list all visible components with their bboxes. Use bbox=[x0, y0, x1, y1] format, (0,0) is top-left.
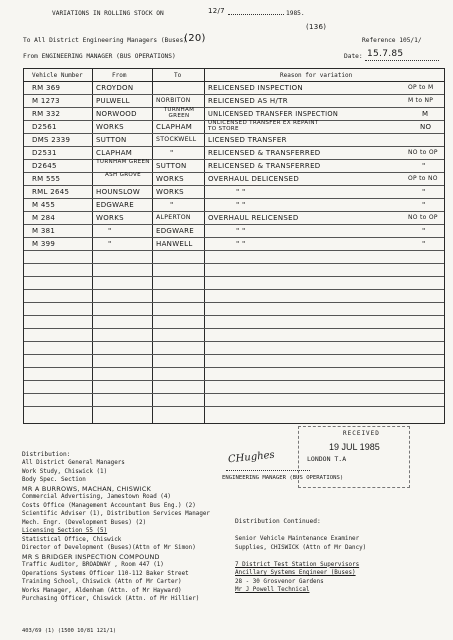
row-vehicle: M 1273 bbox=[32, 97, 60, 105]
row-from: CLAPHAM bbox=[96, 149, 133, 157]
distribution-entry: Director of Development (Buses)(Attn of Mr Simon) bbox=[22, 545, 196, 551]
row-note: M to NP bbox=[408, 97, 434, 104]
row-note: " bbox=[422, 240, 426, 248]
distribution-entry: Licensing Section 55 (5) bbox=[22, 528, 108, 534]
distribution-entry: Body Spec. Section bbox=[22, 477, 86, 483]
row-note: " bbox=[422, 162, 426, 170]
distribution-title: Distribution: bbox=[22, 451, 71, 458]
distribution-entry: Purchasing Officer, Chiswick (Attn. of Mr Hillier) bbox=[22, 596, 200, 602]
signature-handwritten: CHughes bbox=[227, 449, 276, 466]
stamp-place: LONDON T.A bbox=[307, 455, 347, 463]
form-code: 403/69 (1) (1500 10/81 121/1) bbox=[22, 628, 117, 634]
row-from: " bbox=[108, 240, 112, 248]
reference-label: Reference 105/1/ bbox=[362, 37, 422, 44]
row-to: STOCKWELL bbox=[156, 136, 197, 143]
row-line bbox=[24, 172, 444, 173]
header-divider bbox=[24, 81, 444, 82]
column-divider bbox=[152, 69, 153, 423]
distribution-entry-handwritten: MR A BURROWS, MACHAN, CHISWICK bbox=[22, 484, 152, 493]
row-vehicle: M 381 bbox=[32, 227, 56, 235]
distribution-entry-handwritten: MR S BRIDGER INSPECTION COMPOUND bbox=[22, 552, 160, 561]
row-line bbox=[24, 276, 444, 277]
row-from: TURNHAM GREEN bbox=[96, 159, 150, 165]
row-line bbox=[24, 289, 444, 290]
row-from: WORKS bbox=[96, 214, 124, 222]
distribution-continued-entry: 28 - 30 Grosvenor Gardens bbox=[235, 578, 324, 585]
row-note: NO to OP bbox=[408, 214, 438, 221]
row-to: EDGWARE bbox=[156, 227, 194, 235]
row-note: " bbox=[422, 227, 426, 235]
row-from: HOUNSLOW bbox=[96, 188, 141, 196]
distribution-continued-list bbox=[235, 535, 366, 595]
row-line bbox=[24, 406, 444, 407]
distribution-entry: All District General Managers bbox=[22, 460, 125, 466]
row-vehicle: D2531 bbox=[32, 149, 57, 157]
row-line bbox=[24, 367, 444, 368]
distribution-entry: Commercial Advertising, Jamestown Road (4) bbox=[22, 494, 171, 500]
row-from: NORWOOD bbox=[96, 110, 137, 118]
row-reason: " " bbox=[236, 240, 246, 248]
stamp-received: RECEIVED bbox=[343, 430, 380, 437]
row-reason: OVERHAUL RELICENSED bbox=[208, 214, 299, 222]
row-line bbox=[24, 250, 444, 251]
row-to: SUTTON bbox=[156, 162, 187, 170]
row-line bbox=[24, 380, 444, 381]
row-line bbox=[24, 211, 444, 212]
column-header-from: From bbox=[112, 72, 127, 79]
column-divider bbox=[204, 69, 205, 423]
row-line bbox=[24, 133, 444, 134]
row-line bbox=[24, 159, 444, 160]
row-to: WORKS bbox=[156, 175, 184, 183]
row-to: ALPERTON bbox=[156, 214, 191, 221]
row-note: OP to M bbox=[408, 84, 434, 91]
row-from: WORKS bbox=[96, 123, 124, 131]
distribution-continued-entry: 7 District Test Station Supervisors bbox=[235, 561, 360, 568]
date-dots bbox=[365, 60, 439, 61]
row-reason: UNLICENSED TRANSFER EX REPAINT TO STORE bbox=[208, 120, 319, 132]
row-line bbox=[24, 185, 444, 186]
row-reason: UNLICENSED TRANSFER INSPECTION bbox=[208, 110, 339, 118]
row-line bbox=[24, 354, 444, 355]
distribution-entry: Training School, Chiswick (Attn of Mr Carter) bbox=[22, 579, 182, 585]
row-reason: OVERHAUL DELICENSED bbox=[208, 175, 300, 183]
row-line bbox=[24, 146, 444, 147]
row-reason: RELICENSED INSPECTION bbox=[208, 84, 303, 92]
row-to: " bbox=[170, 149, 174, 157]
row-vehicle: D2645 bbox=[32, 162, 57, 170]
column-header-to: To bbox=[174, 72, 182, 79]
column-header-reason: Reason for variation bbox=[280, 72, 353, 79]
row-line bbox=[24, 315, 444, 316]
distribution-entry: Scientific Adviser (1), Distribution Services Manager bbox=[22, 511, 210, 517]
distribution-entry: Works Manager, Aldenham (Attn. of Mr Hayward) bbox=[22, 587, 182, 594]
to-line: To All District Engineering Managers (Buses) bbox=[23, 37, 187, 44]
row-vehicle: RM 369 bbox=[32, 84, 61, 92]
date-value-handwritten: 15.7.85 bbox=[367, 49, 404, 59]
row-reason: " " bbox=[236, 188, 246, 196]
row-to: NORBITON bbox=[156, 97, 191, 104]
row-reason: " " bbox=[236, 227, 246, 235]
row-note: " bbox=[422, 188, 426, 196]
row-line bbox=[24, 341, 444, 342]
row-line bbox=[24, 393, 444, 394]
row-note: NO to OP bbox=[408, 149, 438, 156]
distribution-list bbox=[22, 459, 210, 604]
distribution-continued-entry bbox=[235, 552, 366, 561]
signature-dots bbox=[226, 470, 310, 471]
from-line: From ENGINEERING MANAGER (BUS OPERATIONS) bbox=[23, 53, 176, 60]
row-vehicle: D2561 bbox=[32, 123, 57, 131]
distribution-entry: Mech. Engr. (Development Buses) (2) bbox=[22, 519, 147, 526]
row-vehicle: RML 2645 bbox=[32, 188, 70, 196]
row-reason: LICENSED TRANSFER bbox=[208, 136, 287, 144]
distribution-continued-entry: Supplies, CHISWICK (Attn of Mr Dancy) bbox=[235, 544, 367, 551]
title-date-dots bbox=[228, 14, 284, 15]
row-vehicle: RM 332 bbox=[32, 110, 61, 118]
distribution-entry: Work Study, Chiswick (1) bbox=[22, 468, 108, 475]
row-note: " bbox=[422, 201, 426, 209]
row-vehicle: M 455 bbox=[32, 201, 56, 209]
column-divider bbox=[92, 69, 93, 423]
row-note: NO bbox=[420, 123, 432, 131]
row-reason: RELICENSED & TRANSFERRED bbox=[208, 162, 321, 170]
row-from: " bbox=[108, 227, 112, 235]
distribution-continued-entry: Ancillary Systems Engineer (Buses) bbox=[235, 570, 356, 576]
to-number-handwritten: (20) bbox=[184, 33, 206, 44]
row-line bbox=[24, 224, 444, 225]
row-line bbox=[24, 237, 444, 238]
row-from: EDGWARE bbox=[96, 201, 134, 209]
row-vehicle: M 284 bbox=[32, 214, 56, 222]
row-reason: " " bbox=[236, 201, 246, 209]
column-header-vehicle: Vehicle Number bbox=[32, 72, 83, 79]
row-line bbox=[24, 263, 444, 264]
distribution-entry: Traffic Auditor, BROADWAY , Room 447 (1) bbox=[22, 562, 164, 568]
distribution-entry: Statistical Office, Chiswick bbox=[22, 536, 122, 543]
title-ref-handwritten: (136) bbox=[306, 23, 327, 31]
distribution-continued-entry: Mr J Powell Technical bbox=[235, 587, 310, 593]
row-to: CLAPHAM bbox=[156, 123, 193, 131]
title-prefix: VARIATIONS IN ROLLING STOCK ON bbox=[52, 10, 164, 17]
row-line bbox=[24, 94, 444, 95]
row-from: ASH GROVE bbox=[105, 172, 141, 178]
variations-table bbox=[23, 68, 445, 424]
row-from: PULWELL bbox=[96, 97, 130, 105]
row-reason: RELICENSED AS H/TR bbox=[208, 97, 288, 105]
row-line bbox=[24, 107, 444, 108]
row-line bbox=[24, 302, 444, 303]
row-line bbox=[24, 328, 444, 329]
row-to: " bbox=[170, 201, 174, 209]
row-vehicle: DMS 2339 bbox=[32, 136, 71, 144]
row-line bbox=[24, 198, 444, 199]
stamp-date: 19 JUL 1985 bbox=[329, 442, 380, 452]
title-date-handwritten: 12/7 bbox=[208, 7, 225, 15]
row-from: SUTTON bbox=[96, 136, 127, 144]
row-to: WORKS bbox=[156, 188, 184, 196]
row-vehicle: RM 555 bbox=[32, 175, 61, 183]
distribution-continued-title: Distribution Continued: bbox=[235, 518, 321, 525]
distribution-entry: Operations Systems Officer 110-112 Baker Street bbox=[22, 570, 189, 577]
row-to: HANWELL bbox=[156, 240, 193, 248]
row-from: CROYDON bbox=[96, 84, 134, 92]
row-to: TURNHAM GREEN bbox=[163, 107, 195, 119]
row-note: M bbox=[422, 110, 429, 118]
row-reason: RELICENSED & TRANSFERRED bbox=[208, 149, 321, 157]
signoff-title: ENGINEERING MANAGER (BUS OPERATIONS) bbox=[222, 475, 344, 481]
distribution-continued-entry: Senior Vehicle Maintenance Examiner bbox=[235, 536, 360, 542]
date-label: Date: bbox=[344, 53, 363, 60]
row-vehicle: M 399 bbox=[32, 240, 56, 248]
title-suffix: 1985. bbox=[286, 10, 305, 17]
row-note: OP to NO bbox=[408, 175, 438, 182]
distribution-entry: Costs Office (Management Accountant Bus Eng.) (2) bbox=[22, 502, 196, 509]
